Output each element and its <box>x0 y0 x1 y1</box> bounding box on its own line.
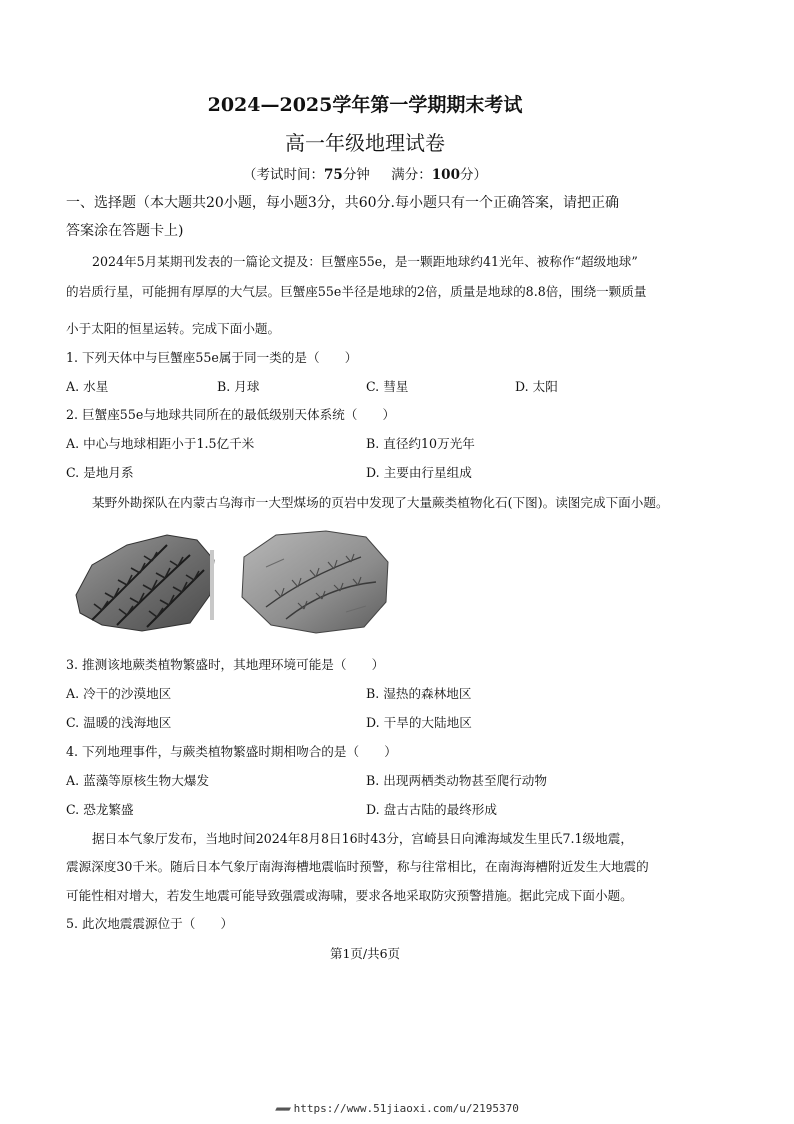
passage3-line2: 震源深度30千米。随后日本气象厅南海海槽地震临时预警，称与往常相比，在南海海槽附近发生大地震的 <box>66 859 649 874</box>
question-1-option-b[interactable]: B. 月球 <box>217 379 260 394</box>
exam-time-label: （考试时间： <box>243 167 325 183</box>
question-1-option-d[interactable]: D. 太阳 <box>515 379 558 394</box>
watermark-glyph-icon: ▰▰▰ <box>275 1102 294 1115</box>
question-3-option-a[interactable]: A. 冷干的沙漠地区 <box>66 686 172 701</box>
section-heading-line2: 答案涂在答题卡上) <box>66 223 184 239</box>
exam-score-label: 满分： <box>391 167 432 183</box>
question-3-stem: 3. 推测该地蕨类植物繁盛时，其地理环境可能是（ ） <box>66 657 385 672</box>
fern-fossil-image-left <box>72 525 222 635</box>
exam-time-unit: 分钟 <box>342 167 370 183</box>
exam-time-value: 75 <box>324 167 343 183</box>
source-watermark <box>0 1102 794 1115</box>
question-2-option-b[interactable]: B. 直径约10万光年 <box>366 436 475 451</box>
question-3-option-d[interactable]: D. 干旱的大陆地区 <box>366 715 472 730</box>
exam-title: 2024—2025学年第一学期期末考试 <box>207 94 523 116</box>
question-2-option-d[interactable]: D. 主要由行星组成 <box>366 465 472 480</box>
watermark-url: https://www.51jiaoxi.com/u/2195370 <box>293 1102 519 1115</box>
passage1-line1: 2024年5月某期刊发表的一篇论文提及：巨蟹座55e，是一颗距地球约41光年、被称作“超级地球” <box>92 254 638 269</box>
passage1-line2: 的岩质行星，可能拥有厚厚的大气层。巨蟹座55e半径是地球的2倍，质量是地球的8.8倍，围绕一颗质量 <box>66 284 647 299</box>
exam-info <box>0 163 730 183</box>
question-2-stem: 2. 巨蟹座55e与地球共同所在的最低级别天体系统（ ） <box>66 407 396 422</box>
question-5-stem: 5. 此次地震震源位于（ ） <box>66 916 234 931</box>
question-2-option-a[interactable]: A. 中心与地球相距小于1.5亿千米 <box>66 436 255 451</box>
question-4-stem: 4. 下列地理事件，与蕨类植物繁盛时期相吻合的是（ ） <box>66 744 397 759</box>
passage1-line3: 小于太阳的恒星运转。完成下面小题。 <box>66 321 281 336</box>
question-4-option-b[interactable]: B. 出现两栖类动物甚至爬行动物 <box>366 773 547 788</box>
question-1-stem: 1. 下列天体中与巨蟹座55e属于同一类的是（ ） <box>66 350 358 365</box>
question-1-option-c[interactable]: C. 彗星 <box>366 379 409 394</box>
passage3-line1: 据日本气象厅发布，当地时间2024年8月8日16时43分，宫崎县日向滩海域发生里氏7.1级地震， <box>92 831 633 846</box>
question-4-option-d[interactable]: D. 盘古古陆的最终形成 <box>366 802 497 817</box>
question-1-option-a[interactable]: A. 水星 <box>66 379 109 394</box>
section-heading-line1: 一、选择题（本大题共20小题，每小题3分，共60分.每小题只有一个正确答案，请把正确 <box>66 195 619 211</box>
question-4-option-c[interactable]: C. 恐龙繁盛 <box>66 802 134 817</box>
exam-subtitle: 高一年级地理试卷 <box>285 131 445 155</box>
passage2-line1: 某野外勘探队在内蒙古乌海市一大型煤场的页岩中发现了大量蕨类植物化石(下图)。读图完成下面小题。 <box>92 495 669 510</box>
page-number: 第1页/共6页 <box>329 946 401 961</box>
question-3-option-b[interactable]: B. 湿热的森林地区 <box>366 686 472 701</box>
exam-score-unit: 分） <box>459 167 487 183</box>
passage3-line3: 可能性相对增大，若发生地震可能导致强震或海啸，要求各地采取防灾预警措施。据此完成下面小题。 <box>66 888 633 903</box>
question-2-option-c[interactable]: C. 是地月系 <box>66 465 134 480</box>
fern-fossil-image-right <box>236 527 394 635</box>
exam-score-value: 100 <box>431 167 460 183</box>
question-4-option-a[interactable]: A. 蓝藻等原核生物大爆发 <box>66 773 210 788</box>
question-3-option-c[interactable]: C. 温暖的浅海地区 <box>66 715 172 730</box>
